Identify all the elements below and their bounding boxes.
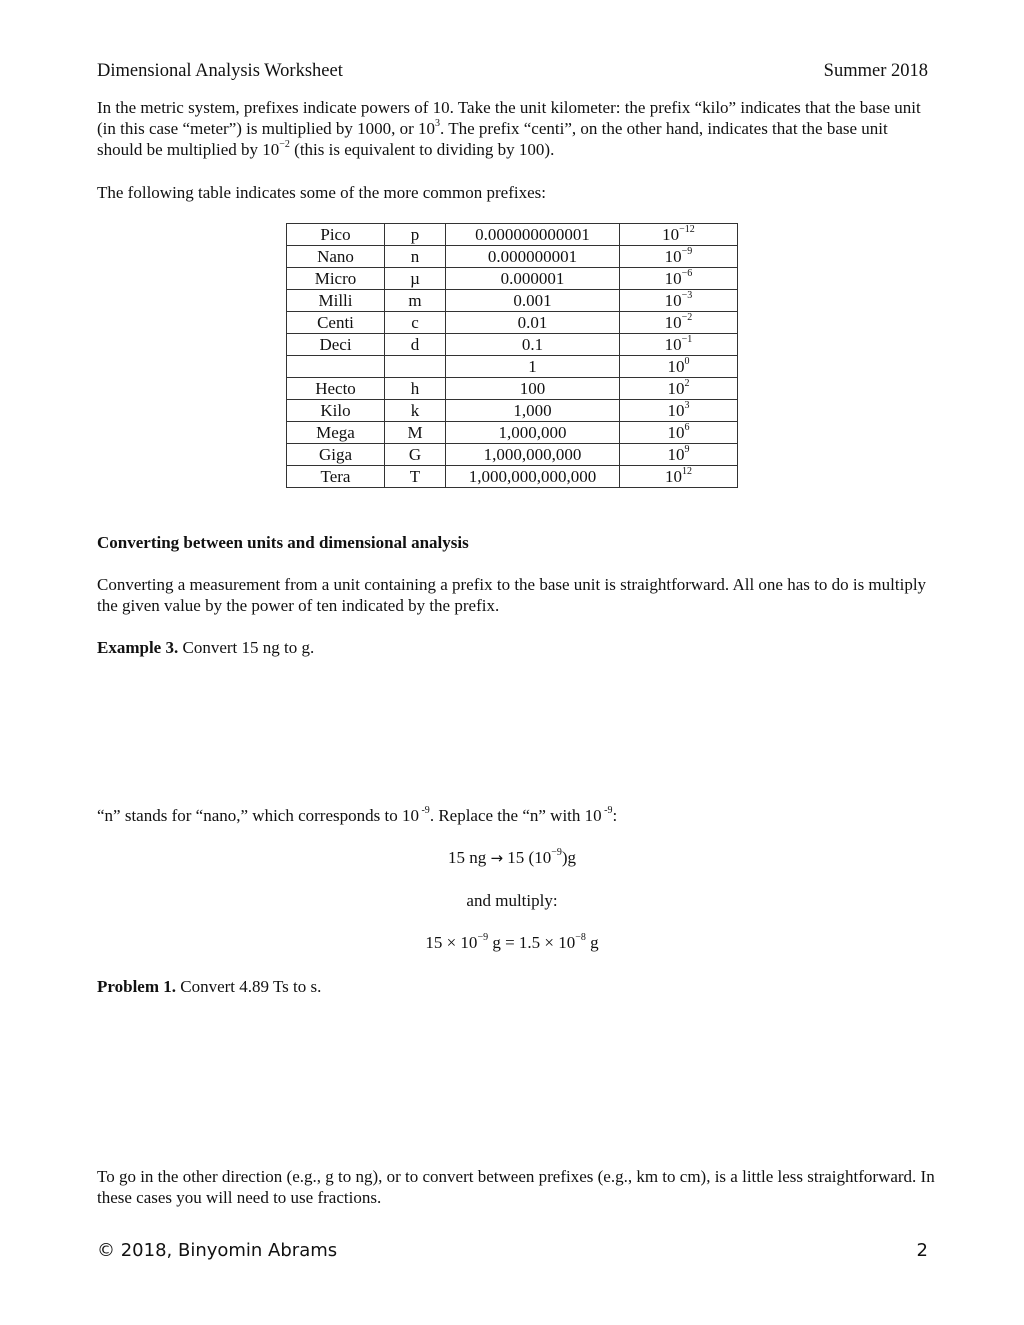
prefix-name-cell: Hecto (287, 378, 385, 400)
prefix-value-cell: 1,000,000,000 (446, 444, 620, 466)
power-exponent: −1 (681, 334, 693, 346)
prefix-value-cell: 100 (446, 378, 620, 400)
power-exponent: 3 (684, 400, 690, 412)
prefix-value-cell: 0.01 (446, 312, 620, 334)
equation-replace (0, 848, 1024, 868)
example-3-text: Convert 15 ng to g. (178, 638, 315, 657)
problem-1-text: Convert 4.89 Ts to s. (176, 977, 322, 996)
prefix-power-cell (620, 422, 738, 444)
problem-1 (97, 976, 937, 997)
power-base: 10 (664, 313, 682, 332)
prefix-table (286, 223, 738, 488)
power-exponent: 9 (684, 444, 690, 456)
prefix-value-cell: 1,000 (446, 400, 620, 422)
prefix-power-cell (620, 400, 738, 422)
power-base: 10 (665, 467, 682, 486)
eq2-text-a: 15 × 10 (425, 933, 478, 952)
power-exponent: −12 (679, 224, 695, 236)
table-row (287, 400, 738, 422)
eq1-text-c: )g (561, 848, 577, 867)
intro-text-c: (this is equivalent to dividing by 100). (289, 140, 555, 159)
prefix-symbol-cell: k (385, 400, 446, 422)
header-term: Summer 2018 (823, 61, 928, 81)
equation-result (0, 933, 1024, 953)
page-number: 2 (916, 1240, 928, 1261)
explain-text-c: : (612, 806, 618, 825)
prefix-name-cell: Mega (287, 422, 385, 444)
eq2-sup-2: −8 (575, 932, 586, 944)
prefix-value-cell: 0.000001 (446, 268, 620, 290)
eq1-text-b: 15 (10 (503, 848, 552, 867)
power-base: 10 (664, 269, 682, 288)
table-row (287, 246, 738, 268)
table-row (287, 334, 738, 356)
prefix-symbol-cell: T (385, 466, 446, 488)
power-base: 10 (667, 357, 685, 376)
power-base: 10 (667, 379, 685, 398)
prefix-symbol-cell: m (385, 290, 446, 312)
closing-paragraph: To go in the other direction (e.g., g to ng), or to convert between prefixes (e.g., km to cm), is a little less straightforward. In these cases you will need to use fractions. (97, 1167, 935, 1207)
power-exponent: 6 (684, 422, 690, 434)
prefix-value-cell: 1 (446, 356, 620, 378)
table-row (287, 290, 738, 312)
prefix-name-cell: Milli (287, 290, 385, 312)
power-exponent: 2 (684, 378, 690, 390)
table-row (287, 268, 738, 290)
power-exponent: −2 (681, 312, 693, 324)
prefix-name-cell: Centi (287, 312, 385, 334)
prefix-symbol-cell: n (385, 246, 446, 268)
explain-sup-1: -9 (418, 805, 430, 817)
table-row (287, 378, 738, 400)
nano-explanation (97, 805, 937, 826)
table-row (287, 312, 738, 334)
prefix-symbol-cell: G (385, 444, 446, 466)
prefix-symbol-cell: M (385, 422, 446, 444)
eq1-sup: −9 (551, 847, 562, 859)
prefix-name-cell: Nano (287, 246, 385, 268)
table-row (287, 422, 738, 444)
equation-mid-text: and multiply: (466, 891, 558, 910)
power-base: 10 (664, 335, 682, 354)
eq1-text-a: 15 ng (447, 848, 491, 867)
footer-copyright: © 2018, Binyomin Abrams (97, 1240, 338, 1261)
prefix-value-cell: 0.000000000001 (446, 224, 620, 246)
power-base: 10 (664, 247, 682, 266)
prefix-symbol-cell (385, 356, 446, 378)
prefix-symbol-cell: h (385, 378, 446, 400)
table-row (287, 466, 738, 488)
prefix-name-cell (287, 356, 385, 378)
prefix-value-cell: 0.001 (446, 290, 620, 312)
power-base: 10 (664, 291, 682, 310)
eq2-sup-1: −9 (477, 932, 489, 944)
prefix-value-cell: 1,000,000,000,000 (446, 466, 620, 488)
power-exponent: −9 (681, 246, 693, 258)
prefix-power-cell (620, 378, 738, 400)
prefix-power-cell (620, 356, 738, 378)
right-arrow-icon: → (490, 849, 504, 867)
table-row (287, 444, 738, 466)
prefix-name-cell: Deci (287, 334, 385, 356)
prefix-power-cell (620, 444, 738, 466)
header-title: Dimensional Analysis Worksheet (97, 61, 343, 81)
prefix-symbol-cell: p (385, 224, 446, 246)
prefix-power-cell (620, 290, 738, 312)
prefix-name-cell: Giga (287, 444, 385, 466)
intro-sup-2: −2 (279, 139, 290, 151)
prefix-power-cell (620, 334, 738, 356)
example-3 (97, 637, 937, 658)
prefix-power-cell (620, 466, 738, 488)
explain-text-b: . Replace the “n” with 10 (429, 806, 602, 825)
power-base: 10 (667, 445, 685, 464)
prefix-symbol-cell: c (385, 312, 446, 334)
intro-paragraph (97, 97, 937, 160)
prefix-value-cell: 0.1 (446, 334, 620, 356)
conversion-paragraph: Converting a measurement from a unit containing a prefix to the base unit is straightforward. All one has to do is multiply the given value by the power of ten indicated by the prefix. (97, 575, 927, 615)
prefix-name-cell: Micro (287, 268, 385, 290)
problem-1-label: Problem 1. (97, 977, 177, 996)
prefix-name-cell: Kilo (287, 400, 385, 422)
section-heading: Converting between units and dimensional analysis (97, 533, 469, 552)
table-intro: The following table indicates some of the more common prefixes: (97, 183, 546, 202)
prefix-symbol-cell: d (385, 334, 446, 356)
prefix-name-cell: Tera (287, 466, 385, 488)
prefix-power-cell (620, 224, 738, 246)
table-row (287, 224, 738, 246)
prefix-power-cell (620, 268, 738, 290)
power-base: 10 (662, 225, 680, 244)
power-base: 10 (667, 401, 685, 420)
power-exponent: −3 (681, 290, 693, 302)
prefix-value-cell: 1,000,000 (446, 422, 620, 444)
prefix-name-cell: Pico (287, 224, 385, 246)
explain-sup-2: -9 (601, 805, 613, 817)
prefix-power-cell (620, 246, 738, 268)
power-exponent: −6 (681, 268, 693, 280)
explain-text-a: “n” stands for “nano,” which corresponds to 10 (97, 806, 419, 825)
prefix-power-cell (620, 312, 738, 334)
power-base: 10 (667, 423, 685, 442)
table-row (287, 356, 738, 378)
power-exponent: 12 (682, 466, 692, 478)
intro-text-a: In the metric system, prefixes indicate powers of 10. Take the unit kilometer: the prefix “kilo” indicates that the base unit (in this case “meter”) is multiplied by 1000, or 10 (97, 98, 921, 138)
power-exponent: 0 (684, 356, 690, 368)
eq2-text-b: g = 1.5 × 10 (488, 933, 576, 952)
example-3-label: Example 3. (97, 638, 179, 657)
intro-sup-1: 3 (435, 118, 441, 130)
prefix-symbol-cell: µ (385, 268, 446, 290)
eq2-text-c: g (585, 933, 599, 952)
prefix-value-cell: 0.000000001 (446, 246, 620, 268)
intro-text-b: . The prefix “centi”, on the other hand, indicates that the base unit should be multiplied by 10 (97, 119, 888, 159)
